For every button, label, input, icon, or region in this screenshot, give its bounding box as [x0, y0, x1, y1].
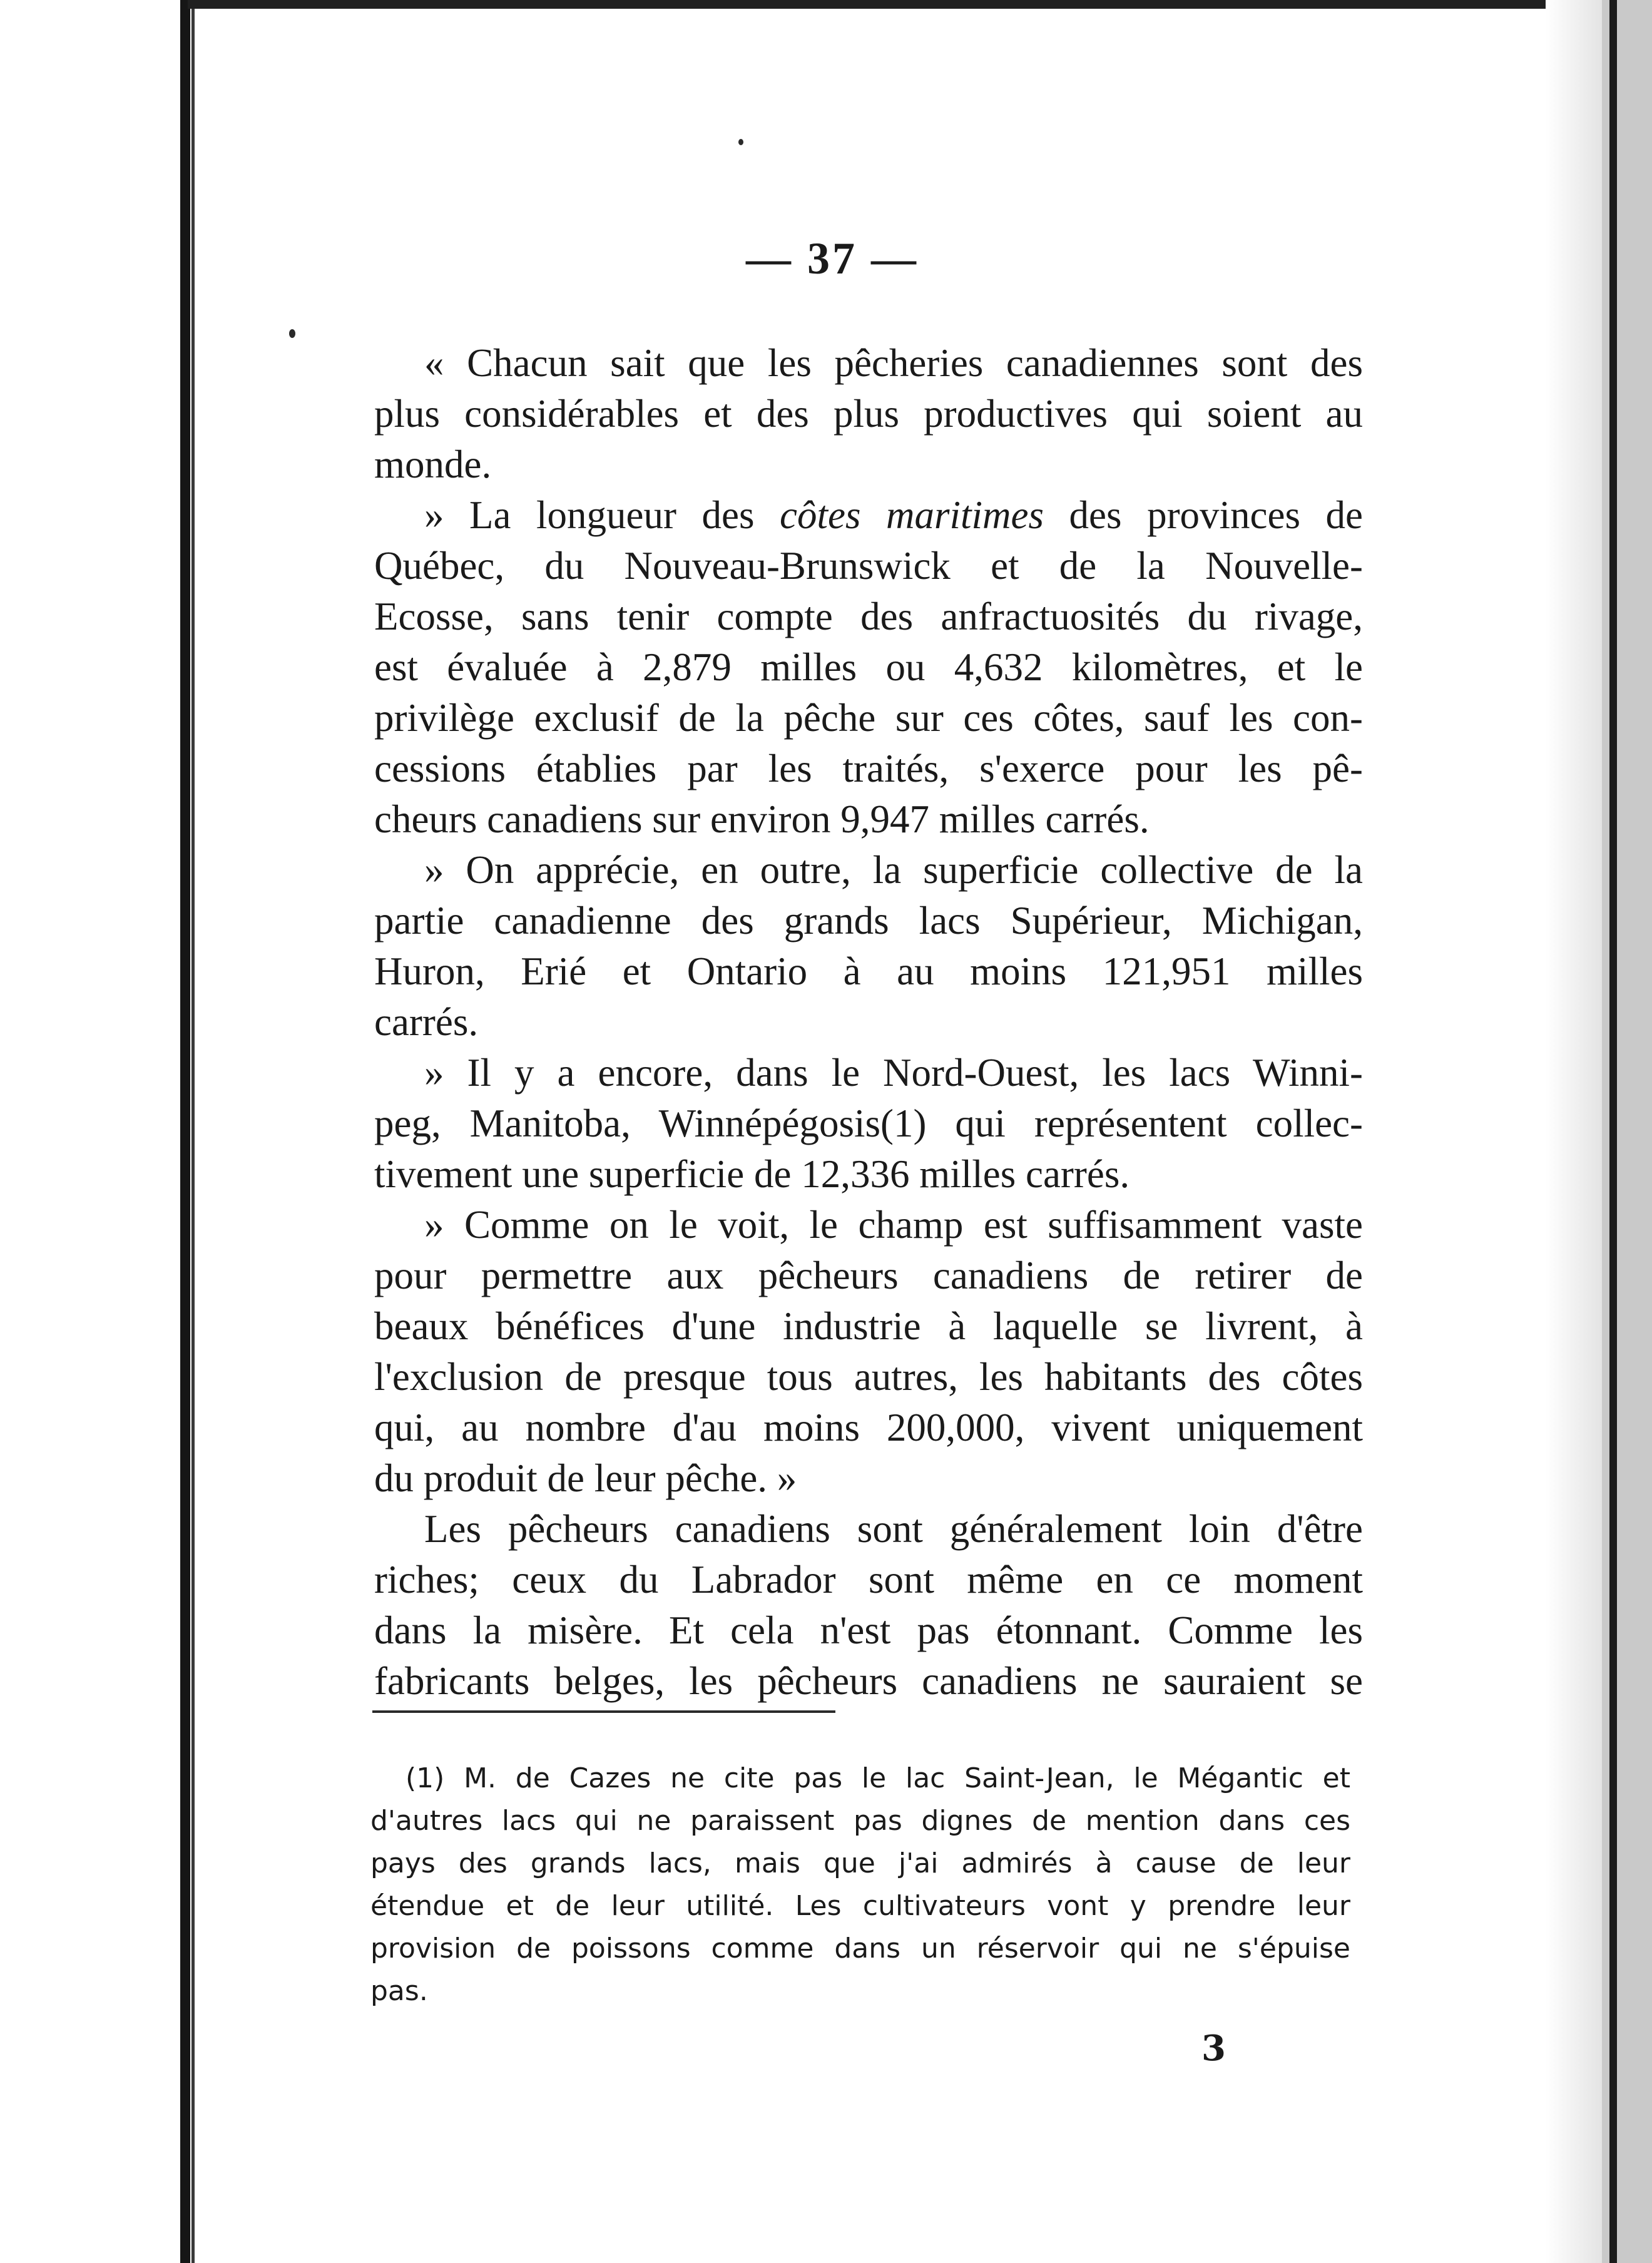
- signature-mark: 3: [1201, 2028, 1226, 2069]
- text-line: Ecosse, sans tenir compte des anfractuosités du rivage,: [374, 595, 1363, 638]
- text-line: privilège exclusif de la pêche sur ces côtes, sauf les con-: [374, 696, 1363, 740]
- text-line: Les pêcheurs canadiens sont généralement loin d'être: [424, 1507, 1363, 1551]
- scan-top-edge: [188, 0, 1602, 9]
- binding-edge-line: [180, 0, 190, 2263]
- text-fragment: des provinces de: [1044, 493, 1363, 537]
- footnote-line: d'autres lacs qui ne paraissent pas dignes de mention dans ces: [370, 1805, 1350, 1837]
- footnote-line: provision de poissons comme dans un réservoir qui ne s'épuise: [370, 1933, 1350, 1964]
- scan-speck: [738, 139, 743, 145]
- text-line: est évaluée à 2,879 milles ou 4,632 kilomètres, et le: [374, 645, 1363, 689]
- footnote-line: (1) M. de Cazes ne cite pas le lac Saint-Jean, le Mégantic et: [405, 1762, 1350, 1794]
- text-line: beaux bénéfices d'une industrie à laquelle se livrent, à: [374, 1304, 1363, 1348]
- page-right-shadow: [1546, 0, 1602, 2263]
- page-number: — 37 —: [746, 233, 919, 284]
- footnote-line: étendue et de leur utilité. Les cultivateurs vont y prendre leur: [370, 1890, 1350, 1922]
- text-line: carrés.: [374, 1000, 479, 1044]
- text-line: qui, au nombre d'au moins 200,000, vivent uniquement: [374, 1406, 1363, 1449]
- paragraph: [374, 1504, 1363, 1707]
- footnote-separator: [372, 1710, 835, 1713]
- text-line: du produit de leur pêche. »: [374, 1456, 797, 1500]
- text-line: tivement une superficie de 12,336 milles carrés.: [374, 1152, 1130, 1196]
- text-line: » Il y a encore, dans le Nord-Ouest, les lacs Winni-: [424, 1051, 1363, 1095]
- text-line: plus considérables et des plus productives qui soient au: [374, 392, 1363, 436]
- paragraph: [374, 1048, 1363, 1200]
- text-line: « Chacun sait que les pêcheries canadiennes sont des: [424, 341, 1363, 385]
- footnote-line: pays des grands lacs, mais que j'ai admirés à cause de leur: [370, 1847, 1350, 1879]
- text-line: » On apprécie, en outre, la superficie collective de la: [424, 848, 1363, 892]
- scan-speck: [289, 329, 295, 338]
- text-line: Québec, du Nouveau-Brunswick et de la Nouvelle-: [374, 544, 1363, 588]
- footnote: [370, 1757, 1350, 2013]
- text-line: Huron, Erié et Ontario à au moins 121,951 milles: [374, 949, 1363, 993]
- binding-edge-line-inner: [191, 0, 195, 2263]
- body-text: [374, 338, 1363, 1707]
- text-line: cheurs canadiens sur environ 9,947 milles carrés.: [374, 797, 1150, 841]
- text-line: fabricants belges, les pêcheurs canadiens ne sauraient se: [374, 1659, 1363, 1703]
- text-line: pour permettre aux pêcheurs canadiens de retirer de: [374, 1254, 1363, 1297]
- text-line: l'exclusion de presque tous autres, les habitants des côtes: [374, 1355, 1363, 1399]
- text-line: » Comme on le voit, le champ est suffisamment vaste: [424, 1203, 1363, 1247]
- paragraph: [374, 490, 1363, 845]
- text-fragment: » La longueur des: [424, 493, 780, 537]
- footnote-line: pas.: [370, 1975, 428, 2007]
- text-line: [374, 490, 1363, 541]
- text-line: partie canadienne des grands lacs Supérieur, Michigan,: [374, 899, 1363, 942]
- paragraph: [374, 845, 1363, 1048]
- paragraph: [374, 338, 1363, 490]
- scan-right-edge-line: [1609, 0, 1617, 2263]
- italic-phrase: côtes maritimes: [780, 493, 1044, 537]
- text-line: dans la misère. Et cela n'est pas étonnant. Comme les: [374, 1608, 1363, 1652]
- text-line: riches; ceux du Labrador sont même en ce moment: [374, 1558, 1363, 1601]
- text-line: monde.: [374, 442, 492, 486]
- text-line: cessions établies par les traités, s'exerce pour les pê-: [374, 747, 1363, 790]
- text-line: peg, Manitoba, Winnépégosis(1) qui représentent collec-: [374, 1101, 1363, 1145]
- page-binding-margin: [0, 0, 188, 2263]
- paragraph: [374, 1200, 1363, 1504]
